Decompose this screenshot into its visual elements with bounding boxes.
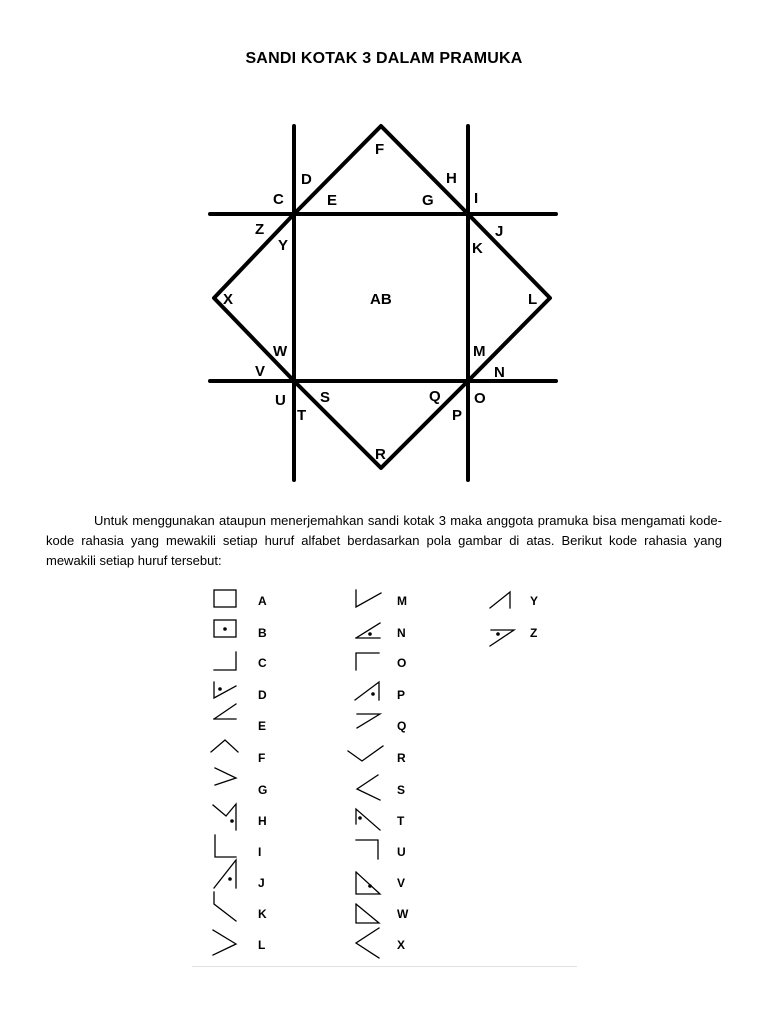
diagram-label-O: O bbox=[474, 390, 486, 407]
legend-glyph-W bbox=[356, 904, 379, 923]
diagram-label-M: M bbox=[473, 343, 486, 360]
diagram-label-X: X bbox=[223, 291, 234, 308]
diagram-label-I: I bbox=[474, 190, 479, 207]
cipher-diagram bbox=[200, 118, 570, 488]
legend-glyph-N bbox=[356, 623, 380, 638]
legend-letter-K: K bbox=[258, 907, 267, 921]
diagram-label-S: S bbox=[320, 389, 331, 406]
legend-letter-S: S bbox=[397, 783, 406, 797]
legend-letter-W: W bbox=[397, 907, 409, 921]
diagram-label-D: D bbox=[301, 171, 312, 188]
diagram-label-Z: Z bbox=[255, 221, 265, 238]
legend-letter-O: O bbox=[397, 656, 407, 670]
legend-glyph-A bbox=[214, 590, 236, 607]
diagram-label-E: E bbox=[327, 192, 338, 209]
legend-letter-C: C bbox=[258, 656, 267, 670]
legend-glyph-X bbox=[356, 928, 379, 958]
diagram-label-Q: Q bbox=[429, 388, 441, 405]
legend-letter-R: R bbox=[397, 751, 406, 765]
legend-letter-A: A bbox=[258, 594, 267, 608]
legend-glyph-C bbox=[214, 652, 236, 670]
diagram-label-L: L bbox=[528, 291, 538, 308]
legend-glyph-P bbox=[355, 682, 379, 700]
legend-letter-M: M bbox=[397, 594, 407, 608]
legend-glyph-F bbox=[211, 740, 238, 752]
legend-glyph-R bbox=[348, 746, 383, 761]
diagram-label-P: P bbox=[452, 407, 463, 424]
legend-letter-F: F bbox=[258, 751, 266, 765]
diagram-label-R: R bbox=[375, 446, 386, 463]
diagram-label-W: W bbox=[273, 343, 288, 360]
legend-letter-Z: Z bbox=[530, 626, 538, 640]
legend-glyph-I bbox=[215, 835, 236, 857]
legend-letter-L: L bbox=[258, 938, 266, 952]
diagram-label-Y: Y bbox=[278, 237, 289, 254]
legend-glyph-T bbox=[356, 809, 380, 830]
legend-letter-D: D bbox=[258, 688, 267, 702]
legend-glyph-B bbox=[214, 620, 236, 637]
legend-letter-X: X bbox=[397, 938, 406, 952]
legend-bottom-border bbox=[192, 966, 577, 967]
legend-letter-J: J bbox=[258, 876, 265, 890]
diagram-label-V: V bbox=[255, 363, 266, 380]
legend-glyph-O bbox=[356, 653, 379, 670]
legend-glyph-D bbox=[214, 682, 236, 698]
diagram-label-N: N bbox=[494, 364, 505, 381]
legend-letter-B: B bbox=[258, 626, 267, 640]
diagram-label-AB: AB bbox=[370, 291, 392, 308]
legend-letter-E: E bbox=[258, 719, 267, 733]
diagram-label-F: F bbox=[375, 141, 385, 158]
legend-glyph-S bbox=[357, 775, 380, 800]
legend-glyph-L bbox=[213, 930, 236, 955]
legend-letter-V: V bbox=[397, 876, 406, 890]
legend-letter-N: N bbox=[397, 626, 406, 640]
legend-letter-T: T bbox=[397, 814, 405, 828]
legend-glyph-H bbox=[213, 804, 236, 830]
legend-glyph-J bbox=[214, 860, 236, 888]
legend-glyph-K bbox=[214, 892, 236, 921]
diagram-label-H: H bbox=[446, 170, 457, 187]
legend-glyph-Y bbox=[490, 592, 510, 608]
legend-letter-Y: Y bbox=[530, 594, 539, 608]
diagram-label-T: T bbox=[297, 407, 307, 424]
legend-glyph-G bbox=[215, 768, 236, 785]
legend-letter-I: I bbox=[258, 845, 262, 859]
legend-glyph-U bbox=[356, 840, 378, 859]
triangle-top bbox=[294, 126, 468, 214]
diagram-label-G: G bbox=[422, 192, 434, 209]
legend-letter-H: H bbox=[258, 814, 267, 828]
explanation-paragraph: Untuk menggunakan ataupun menerjemahkan sandi kotak 3 maka anggota pramuka bisa mengamati kode-kode rahasia yang mewakili setiap huruf alfabet berdasarkan pola gambar di atas. Berikut kode rahasia yang mewakili setiap huruf tersebut: bbox=[46, 513, 722, 568]
legend-glyph-Q bbox=[357, 714, 380, 728]
diagram-label-C: C bbox=[273, 191, 284, 208]
diagram-label-K: K bbox=[472, 240, 483, 257]
diagram-label-U: U bbox=[275, 392, 286, 409]
legend-letter-U: U bbox=[397, 845, 406, 859]
legend-letter-G: G bbox=[258, 783, 268, 797]
legend-glyph-V bbox=[356, 872, 380, 894]
legend-letter-P: P bbox=[397, 688, 406, 702]
page-title: SANDI KOTAK 3 DALAM PRAMUKA bbox=[245, 50, 523, 67]
cipher-legend bbox=[192, 578, 577, 968]
legend-glyph-Z bbox=[490, 630, 514, 646]
diagram-label-J: J bbox=[495, 223, 504, 240]
legend-letter-Q: Q bbox=[397, 719, 407, 733]
legend-glyph-M bbox=[356, 590, 381, 607]
legend-glyph-E bbox=[214, 704, 236, 719]
